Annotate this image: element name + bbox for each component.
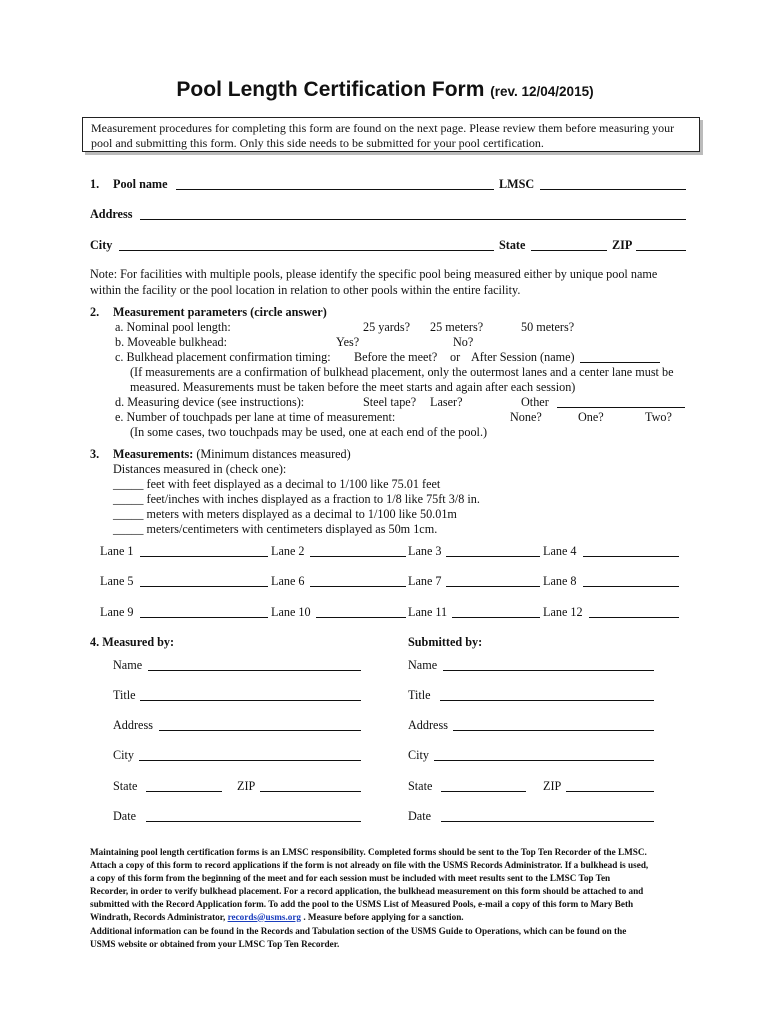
lane-4-field[interactable] bbox=[583, 545, 679, 557]
state-label: State bbox=[499, 238, 526, 252]
footer-line: submitted with the Record Application form. To add the pool to the USMS List of Measured Pools, e-mail a copy of this form to Mary Beth bbox=[90, 898, 634, 909]
measurements-heading-note: (Minimum distances measured) bbox=[196, 447, 351, 461]
option-after-session[interactable]: After Session (name) bbox=[471, 350, 575, 364]
lane-1-field[interactable] bbox=[140, 545, 268, 557]
footer-line bbox=[90, 911, 710, 924]
measured-zip-field[interactable] bbox=[260, 780, 361, 792]
measured-name-label: Name bbox=[113, 658, 143, 672]
lane-5-label: Lane 5 bbox=[100, 574, 134, 588]
option-25-meters[interactable]: 25 meters? bbox=[430, 320, 484, 334]
lane-3-label: Lane 3 bbox=[408, 544, 442, 558]
timing-note-line-1: (If measurements are a confirmation of bulkhead placement, only the outermost lanes and a center lane must be bbox=[130, 365, 674, 379]
lane-10-label: Lane 10 bbox=[271, 605, 311, 619]
lane-4-label: Lane 4 bbox=[543, 544, 577, 558]
lane-2-label: Lane 2 bbox=[271, 544, 305, 558]
measured-state-field[interactable] bbox=[146, 780, 222, 792]
measured-address-field[interactable] bbox=[159, 719, 361, 731]
email-link[interactable]: records@usms.org bbox=[227, 911, 302, 922]
option-laser[interactable]: Laser? bbox=[430, 395, 463, 409]
option-touchpads-one[interactable]: One? bbox=[578, 410, 604, 424]
lane-9-label: Lane 9 bbox=[100, 605, 134, 619]
measured-state-label: State bbox=[113, 779, 138, 793]
form-title bbox=[0, 78, 770, 102]
lane-3-field[interactable] bbox=[446, 545, 540, 557]
option-bulkhead-no[interactable]: No? bbox=[453, 335, 474, 349]
section2-number: 2. bbox=[90, 305, 100, 319]
lane-6-label: Lane 6 bbox=[271, 574, 305, 588]
footer-paragraph-1 bbox=[90, 846, 710, 923]
submitted-address-label: Address bbox=[408, 718, 448, 732]
measured-zip-label: ZIP bbox=[237, 779, 256, 793]
submitted-name-field[interactable] bbox=[443, 659, 654, 671]
lmsc-field[interactable] bbox=[540, 178, 686, 190]
title-text: Pool Length Certification Form bbox=[176, 78, 485, 101]
note-line-2: within the facility or the pool location in relation to other pools within the entire facility. bbox=[90, 283, 521, 297]
touchpads-note: (In some cases, two touchpads may be used, one at each end of the pool.) bbox=[130, 425, 488, 439]
lane-8-label: Lane 8 bbox=[543, 574, 577, 588]
city-label: City bbox=[90, 238, 113, 252]
measured-address-label: Address bbox=[113, 718, 153, 732]
lane-12-field[interactable] bbox=[589, 606, 679, 618]
timing-label: c. Bulkhead placement confirmation timing: bbox=[115, 350, 331, 364]
section1-number: 1. bbox=[90, 177, 100, 191]
footer-line: a copy of this form from the beginning of the meet and for each session must be included with meet results sent to the LMSC Top Ten bbox=[90, 872, 611, 883]
measured-date-field[interactable] bbox=[146, 810, 361, 822]
option-steel-tape[interactable]: Steel tape? bbox=[363, 395, 417, 409]
footer-line: Attach a copy of this form to record applications if the form is not already on file with the USMS Records Administrator. If a bulkhead is used, bbox=[90, 859, 649, 870]
or-text: or bbox=[450, 350, 461, 364]
note-line-1: Note: For facilities with multiple pools, please identify the specific pool being measured either by unique pool name bbox=[90, 267, 658, 281]
lane-6-field[interactable] bbox=[310, 575, 406, 587]
option-touchpads-two[interactable]: Two? bbox=[645, 410, 672, 424]
footer-line: Recorder, in order to verify bulkhead placement. For a record application, the bulkhead measurement on this form should be attached to and bbox=[90, 885, 644, 896]
footer-line: USMS website or obtained from your LMSC Top Ten Recorder. bbox=[90, 938, 340, 949]
bulkhead-label: b. Moveable bulkhead: bbox=[115, 335, 228, 349]
address-label: Address bbox=[90, 207, 133, 221]
address-field[interactable] bbox=[140, 208, 686, 220]
measured-title-field[interactable] bbox=[140, 689, 361, 701]
footer-text: Windrath, Records Administrator, bbox=[90, 911, 226, 922]
option-25-yards[interactable]: 25 yards? bbox=[363, 320, 411, 334]
lmsc-label: LMSC bbox=[499, 177, 535, 191]
footer-paragraph-2 bbox=[90, 925, 710, 951]
submitted-by-heading: Submitted by: bbox=[408, 635, 483, 649]
option-touchpads-none[interactable]: None? bbox=[510, 410, 542, 424]
lane-11-field[interactable] bbox=[452, 606, 540, 618]
measured-by-heading: 4. Measured by: bbox=[90, 635, 175, 649]
option-50-meters[interactable]: 50 meters? bbox=[521, 320, 575, 334]
zip-field[interactable] bbox=[636, 239, 686, 251]
lane-5-field[interactable] bbox=[140, 575, 268, 587]
submitted-zip-field[interactable] bbox=[566, 780, 654, 792]
footer-line: Additional information can be found in the Records and Tabulation section of the USMS Guide to Operations, which can be found on the bbox=[90, 926, 627, 936]
other-device-field[interactable] bbox=[557, 396, 685, 408]
unit-option-feet[interactable]: _____ feet with feet displayed as a decimal to 1/100 like 75.01 feet bbox=[113, 477, 441, 491]
submitted-title-field[interactable] bbox=[440, 689, 654, 701]
lane-9-field[interactable] bbox=[140, 606, 268, 618]
option-other[interactable]: Other bbox=[521, 395, 549, 409]
option-before-meet[interactable]: Before the meet? bbox=[354, 350, 438, 364]
revision-text: (rev. 12/04/2015) bbox=[490, 84, 594, 99]
measured-name-field[interactable] bbox=[148, 659, 361, 671]
timing-note-line-2: measured. Measurements must be taken before the meet starts and again after each session) bbox=[130, 380, 576, 394]
submitted-state-field[interactable] bbox=[441, 780, 526, 792]
units-label: Distances measured in (check one): bbox=[113, 462, 287, 476]
city-field[interactable] bbox=[119, 239, 494, 251]
section2-heading: Measurement parameters (circle answer) bbox=[113, 305, 327, 319]
unit-option-meters[interactable]: _____ meters with meters displayed as a decimal to 1/100 like 50.01m bbox=[113, 507, 457, 521]
device-label: d. Measuring device (see instructions): bbox=[115, 395, 305, 409]
intro-box: Measurement procedures for completing this form are found on the next page. Please review them before measuring your pool and submitting this form. Only this side needs to be submitted for your pool certification. bbox=[82, 117, 700, 152]
session-name-field[interactable] bbox=[580, 351, 660, 363]
lane-7-label: Lane 7 bbox=[408, 574, 442, 588]
lane-10-field[interactable] bbox=[316, 606, 406, 618]
option-bulkhead-yes[interactable]: Yes? bbox=[336, 335, 360, 349]
zip-label: ZIP bbox=[612, 238, 633, 252]
lane-12-label: Lane 12 bbox=[543, 605, 583, 619]
submitted-address-field[interactable] bbox=[453, 719, 654, 731]
submitted-name-label: Name bbox=[408, 658, 438, 672]
submitted-date-field[interactable] bbox=[441, 810, 654, 822]
unit-option-feet-inches[interactable]: _____ feet/inches with inches displayed as a fraction to 1/8 like 75ft 3/8 in. bbox=[113, 492, 480, 506]
section3-heading bbox=[113, 447, 351, 462]
state-field[interactable] bbox=[531, 239, 607, 251]
submitted-state-label: State bbox=[408, 779, 433, 793]
lane-7-field[interactable] bbox=[446, 575, 540, 587]
measurements-heading: Measurements: bbox=[113, 447, 194, 461]
lane-1-label: Lane 1 bbox=[100, 544, 134, 558]
section3-number: 3. bbox=[90, 447, 100, 461]
pool-name-label: Pool name bbox=[113, 177, 168, 191]
footer-line: Maintaining pool length certification forms is an LMSC responsibility. Completed forms should be sent to the Top Ten Recorder of the LMSC. bbox=[90, 847, 647, 857]
lane-2-field[interactable] bbox=[310, 545, 406, 557]
measured-city-field[interactable] bbox=[139, 749, 361, 761]
submitted-title-label: Title bbox=[408, 688, 431, 702]
submitted-zip-label: ZIP bbox=[543, 779, 562, 793]
touchpads-label: e. Number of touchpads per lane at time of measurement: bbox=[115, 410, 396, 424]
footer-text: . Measure before applying for a sanction. bbox=[303, 911, 464, 922]
pool-name-field[interactable] bbox=[176, 178, 494, 190]
lane-8-field[interactable] bbox=[583, 575, 679, 587]
lane-11-label: Lane 11 bbox=[408, 605, 448, 619]
measured-title-label: Title bbox=[113, 688, 136, 702]
nominal-length-label: a. Nominal pool length: bbox=[115, 320, 231, 334]
submitted-city-label: City bbox=[408, 748, 429, 762]
measured-city-label: City bbox=[113, 748, 134, 762]
submitted-date-label: Date bbox=[408, 809, 432, 823]
measured-date-label: Date bbox=[113, 809, 137, 823]
submitted-city-field[interactable] bbox=[434, 749, 654, 761]
unit-option-meters-cm[interactable]: _____ meters/centimeters with centimeters displayed as 50m 1cm. bbox=[113, 522, 438, 536]
